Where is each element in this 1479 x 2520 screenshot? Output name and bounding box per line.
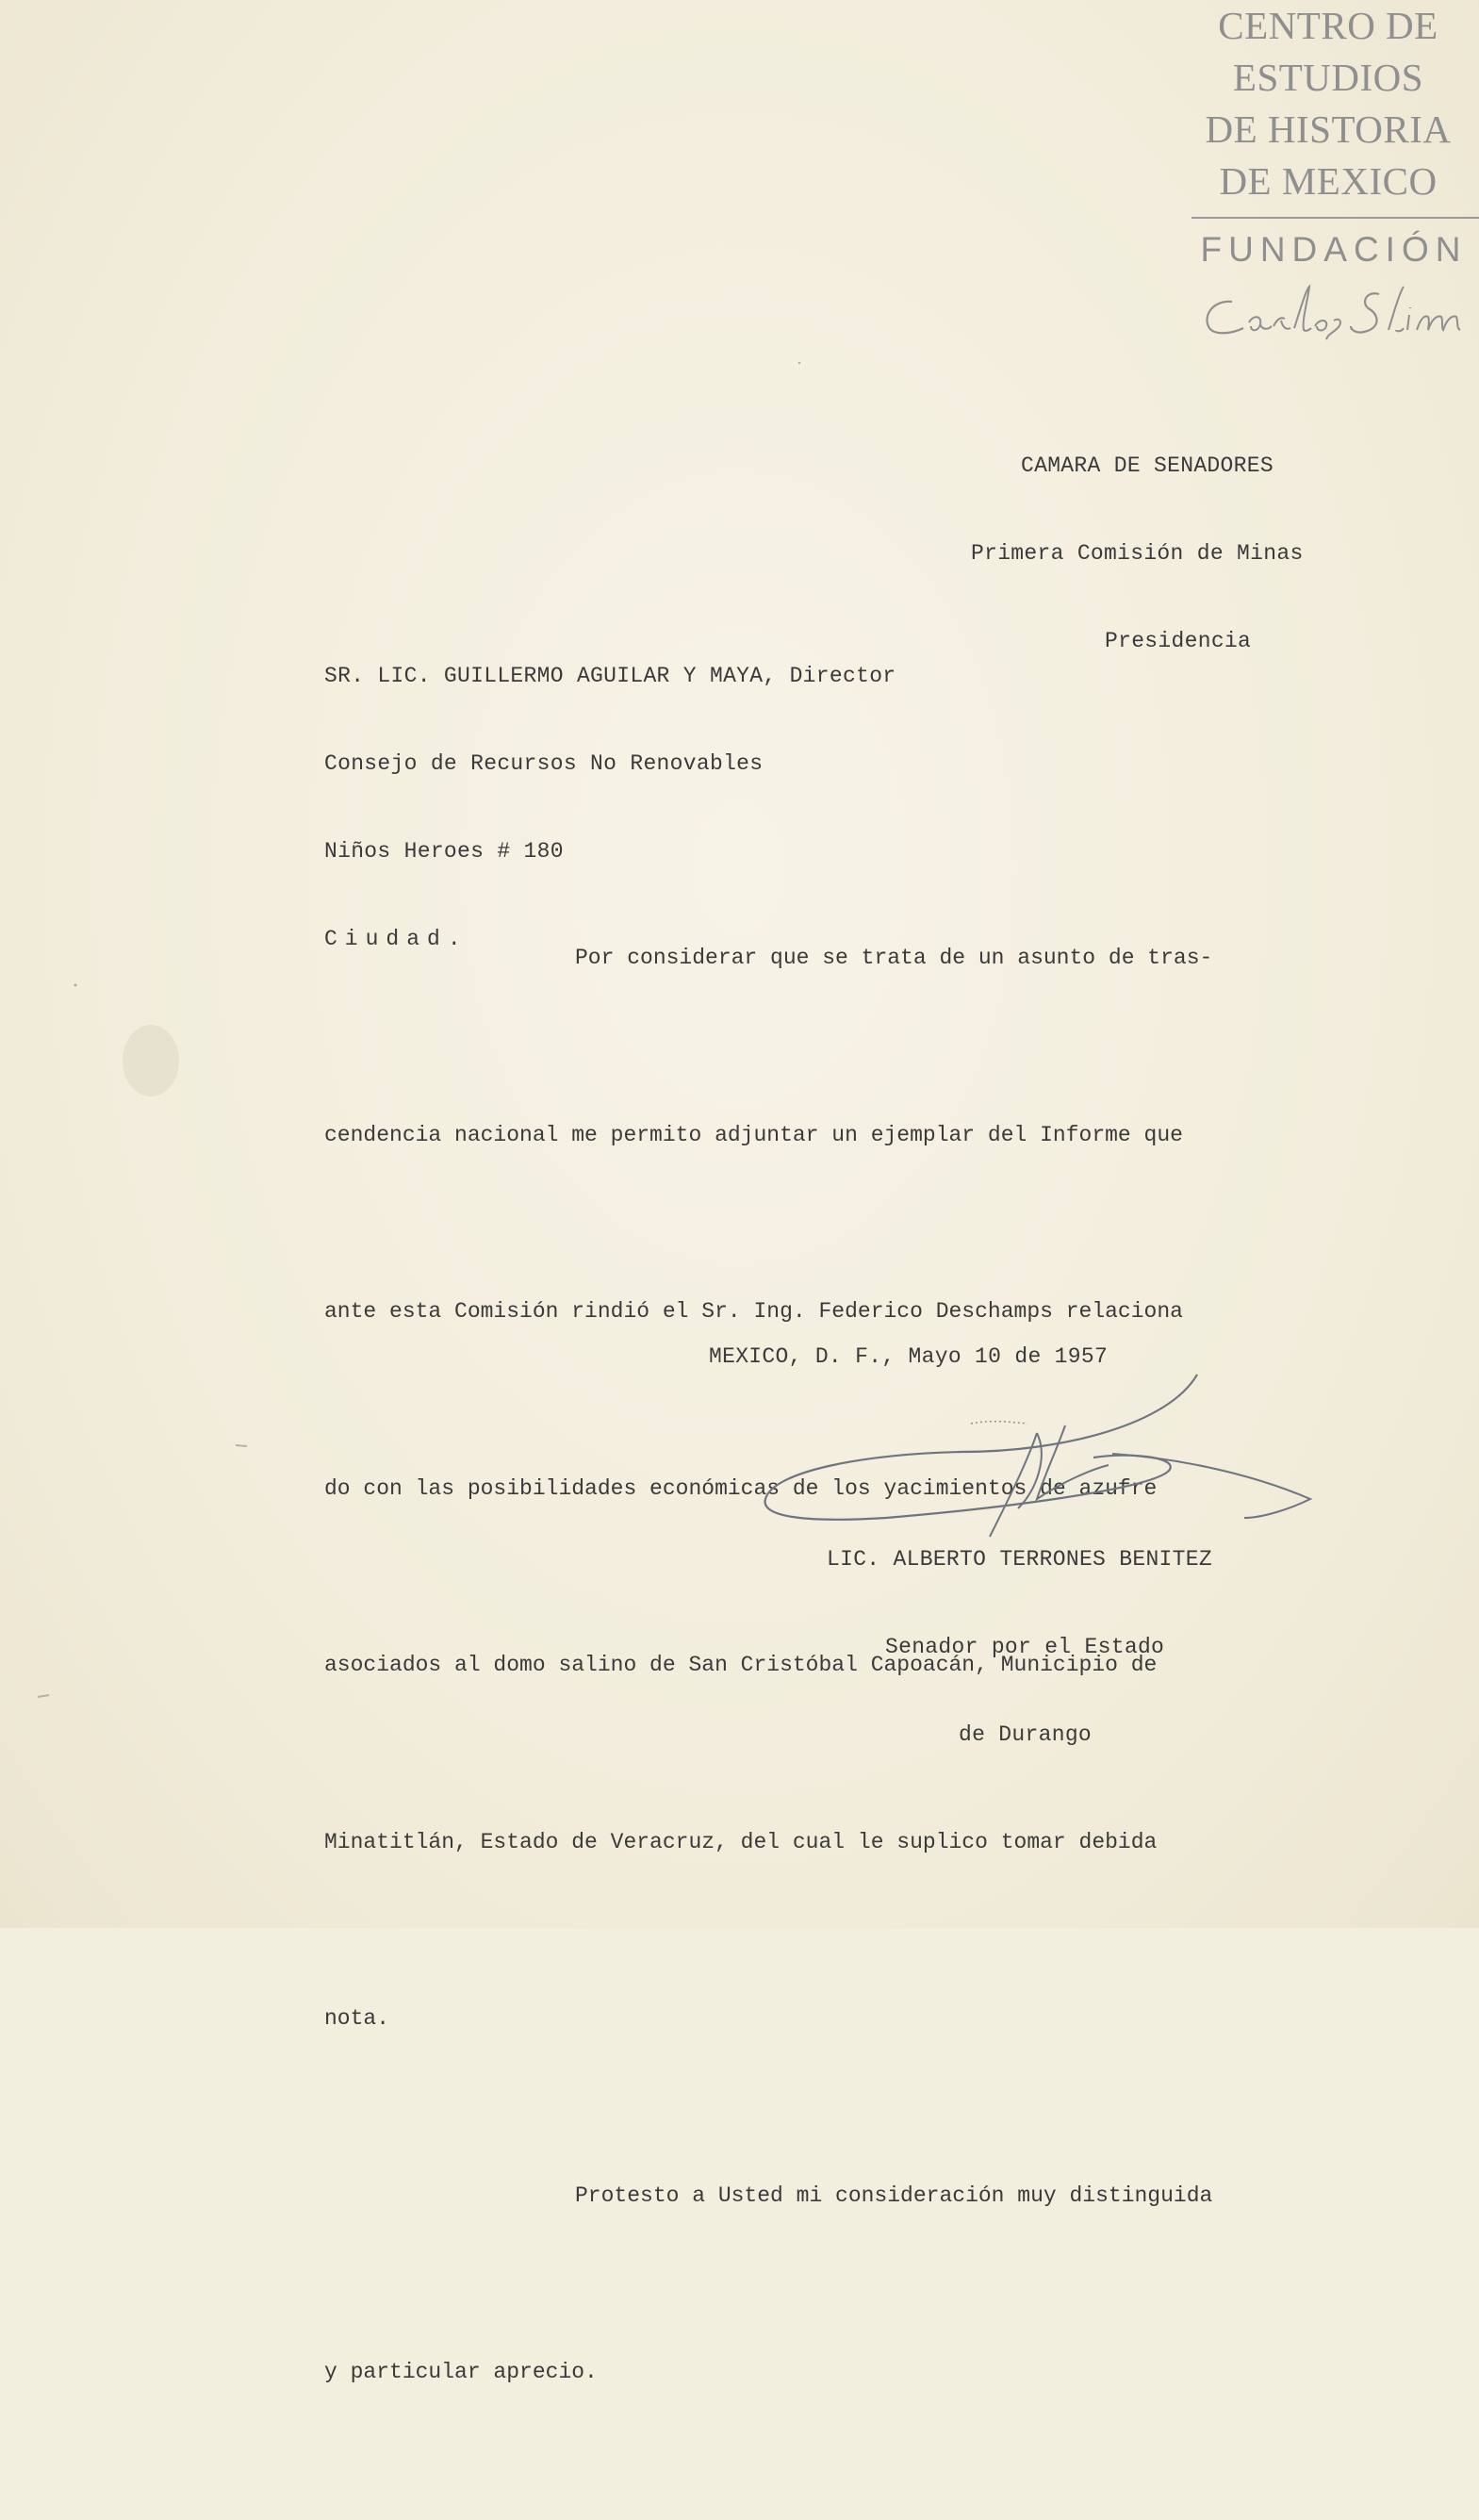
date-line: MEXICO, D. F., Mayo 10 de 1957	[709, 1344, 1109, 1369]
stamp-line-1: CENTRO DE	[1218, 4, 1438, 47]
archive-stamp	[1177, 0, 1479, 347]
signer-state: de Durango	[959, 1722, 1093, 1747]
signer-block	[827, 1487, 1212, 1808]
body-line: asociados al domo salino de San Cristóbal Capoacán, Municipio de	[324, 1653, 1158, 1677]
letterhead-office: Presidencia	[1105, 629, 1252, 653]
body-line: cendencia nacional me permito adjuntar un ejemplar del Informe que	[324, 1122, 1183, 1147]
body-line: Por considerar que se trata de un asunto de tras-	[575, 946, 1213, 970]
body-line: do con las posibilidades económicas de los yacimientos de azufre	[324, 1475, 1158, 1501]
signer-name: LIC. ALBERTO TERRONES BENITEZ	[827, 1547, 1212, 1572]
body-line: nota.	[324, 2006, 390, 2031]
body-line: Minatitlán, Estado de Veracruz, del cual le suplico tomar debida	[324, 1829, 1158, 1854]
foundation-signature-logo	[1194, 273, 1477, 347]
stamp-line-2: ESTUDIOS	[1232, 56, 1424, 99]
letterhead-chamber: CAMARA DE SENADORES	[1021, 453, 1274, 478]
body-line: ante esta Comisión rindió el Sr. Ing. Federico Deschamps relaciona	[324, 1299, 1183, 1324]
closing-line: Protesto a Usted mi consideración muy distinguida	[575, 2182, 1213, 2208]
closing-line: y particular aprecio.	[324, 2360, 598, 2384]
stamp-line-3: DE HISTORIA	[1205, 107, 1452, 151]
addressee-organization: Consejo de Recursos No Renovables	[324, 751, 764, 776]
addressee-city: Ciudad.	[324, 927, 468, 951]
addressee-name: SR. LIC. GUILLERMO AGUILAR Y MAYA, Director	[324, 664, 896, 688]
stamp-line-4: DE MEXICO	[1219, 159, 1438, 203]
letterhead	[971, 393, 1304, 715]
stamp-divider	[1191, 217, 1479, 219]
signer-title: Senador por el Estado	[885, 1635, 1165, 1659]
letterhead-commission: Primera Comisión de Minas	[971, 541, 1304, 566]
addressee-street: Niños Heroes # 180	[324, 839, 564, 864]
stamp-foundation: FUNDACIÓN	[1200, 230, 1468, 269]
